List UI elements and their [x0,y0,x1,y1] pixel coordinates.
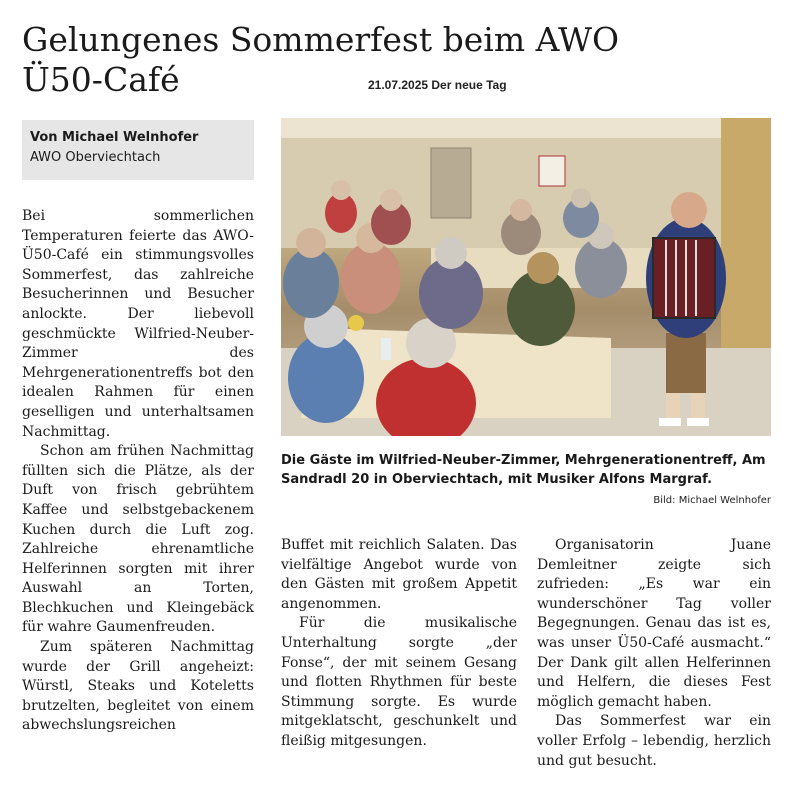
event-photo [281,118,771,436]
source-date: 21.07.2025 Der neue Tag [368,78,507,92]
headline [22,20,642,100]
water-bottle [381,338,391,360]
headline-line-2: Ü50-Café [22,60,180,99]
wall-sign [539,156,565,186]
table-flowers [348,315,364,331]
headline-line-1: Gelungenes Sommerfest beim AWO [22,20,620,59]
paragraph: Organisatorin Juane Demleitner zeigte sich zufrieden: „Es war ein wunderschöner Tag voller Begegnungen. Genau das ist es, was unser Ü50-Café ausmacht.“ Der Dank gilt allen Helferinnen und Helfern, die dieses Fest möglich gemacht haben. [537,537,771,710]
byline-box [22,120,254,180]
paragraph: Bei sommerlichen Temperaturen feierte das AWO-Ü50-Café ein stimmungsvolles Sommerfest, das zahlreiche Besucherinnen und Besucher anlockte. Der liebevoll geschmückte Wilfried-Neuber-Zimmer des Mehrgenerationentreffs bot den idealen Rahmen für einen geselligen und unterhaltsamen Nachmittag. [22,208,254,440]
paragraph: Schon am frühen Nachmittag füllten sich die Plätze, als der Duft von frisch gebrühtem Kaffee und selbstgebackenem Kuchen durch die Luft zog. Zahlreiche ehrenamtliche Helferinnen sorgten mit ihrer Auswahl an Torten, Blechkuchen und Kleingebäck für wahre Gaumenfreuden. [22,443,254,636]
door [431,148,471,218]
text-column-2 [281,536,517,752]
author-organization: AWO Oberviechtach [30,150,161,165]
text-column-3 [537,536,771,771]
paragraph: Buffet mit reichlich Salaten. Das vielfältige Angebot wurde von den Gästen mit großem Appetit angenommen. [281,537,517,612]
paragraph: Das Sommerfest war ein voller Erfolg – lebendig, herzlich und gut besucht. [537,713,771,769]
paragraph: Zum späteren Nachmittag wurde der Grill angeheizt: Würstl, Steaks und Koteletts brutzelten, begleitet von einem abwechslungsreichen [22,639,254,734]
photo-credit: Bild: Michael Welnhofer [653,495,771,506]
photo-caption: Die Gäste im Wilfried-Neuber-Zimmer, Mehrgenerationentreff, Am Sandradl 20 in Oberviechtach, mit Musiker Alfons Margraf. [281,453,766,487]
author-name: Von Michael Welnhofer [30,130,199,145]
paragraph: Für die musikalische Unterhaltung sorgte „der Fonse“, der mit seinem Gesang und flotten Rhythmen für beste Stimmung sorgte. Es wurde mitgeklatscht, geschunkelt und fleißig mitgesungen. [281,615,517,749]
text-column-1 [22,207,254,736]
event-photo-illustration [281,118,771,436]
ceiling [281,118,771,138]
